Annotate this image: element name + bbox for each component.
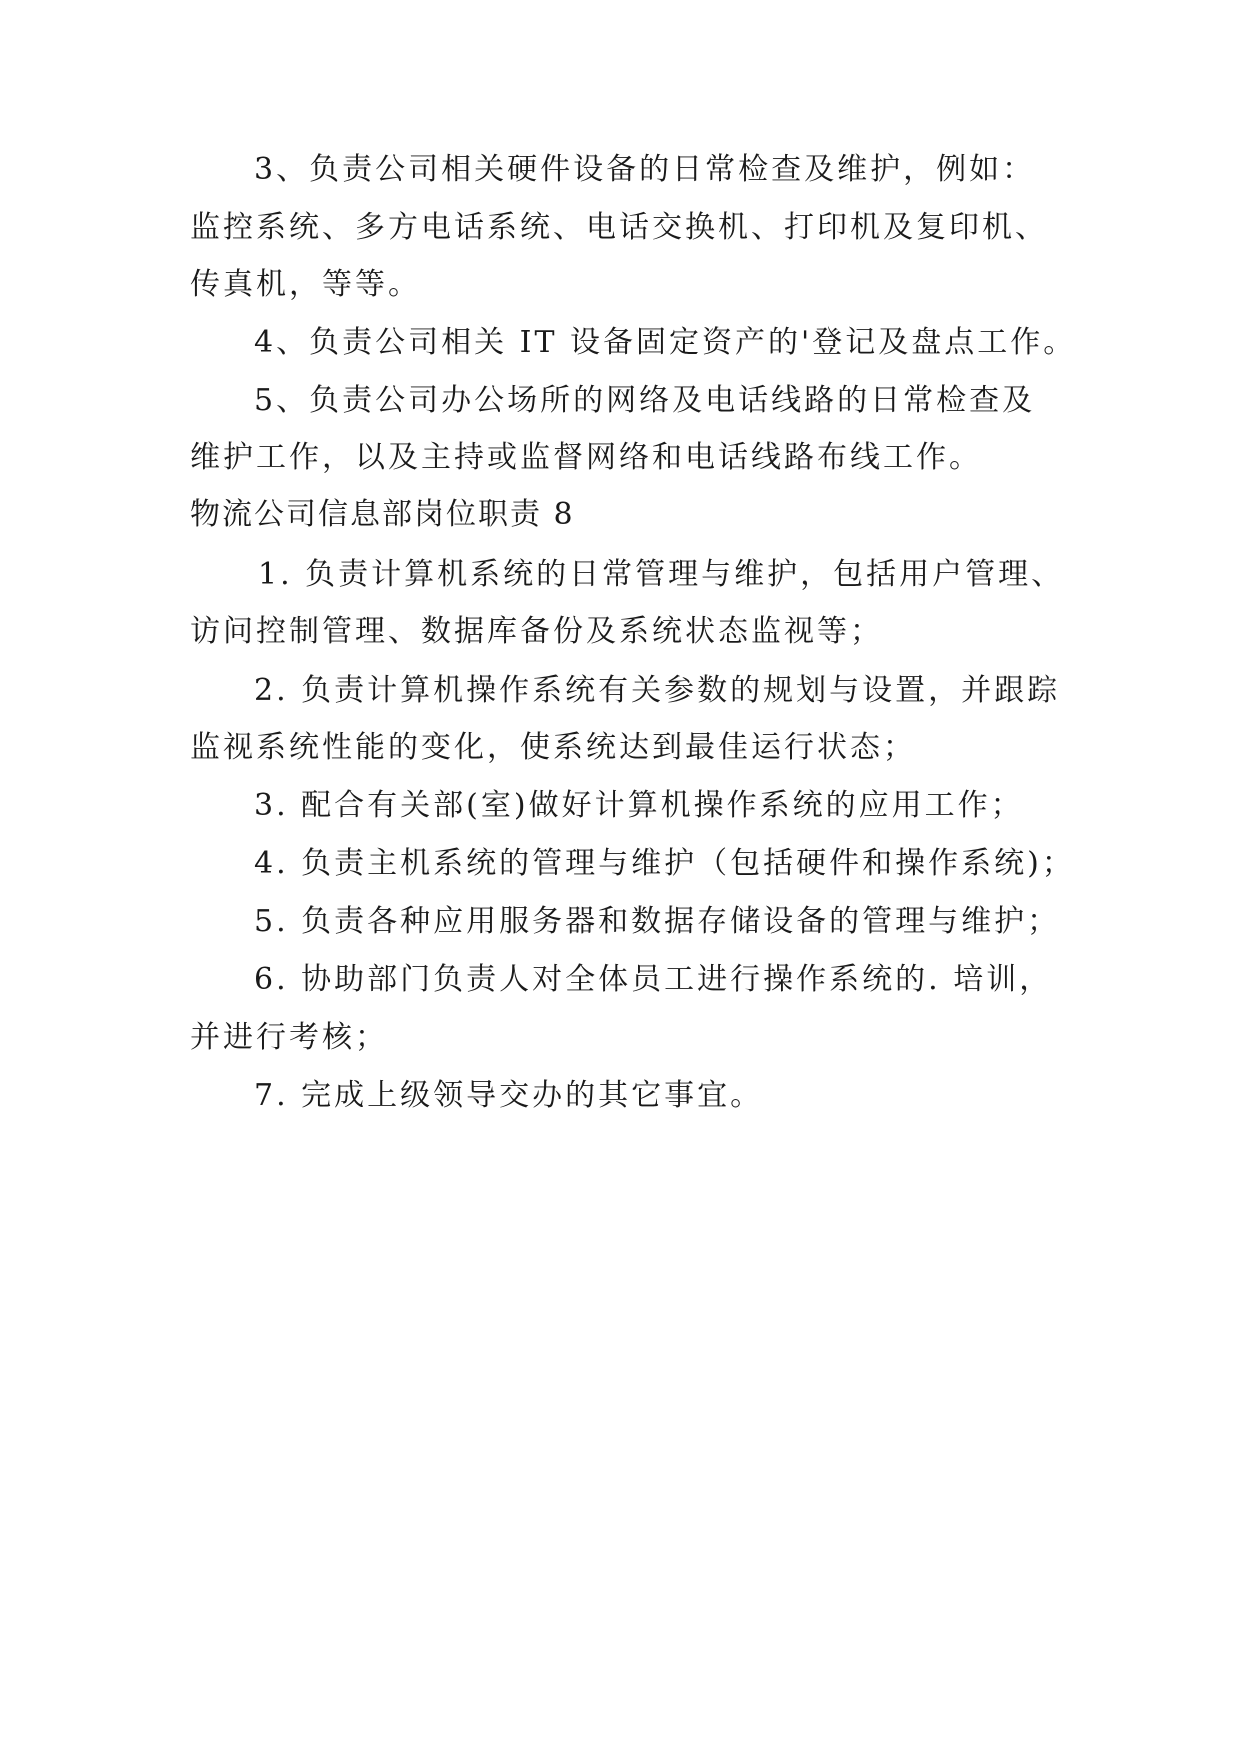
paragraph-line: 维护工作，以及主持或监督网络和电话线路布线工作。 xyxy=(190,440,982,475)
list-item-line: 6. 协助部门负责人对全体员工进行操作系统的. 培训， xyxy=(254,962,1053,997)
list-item-line: 1. 负责计算机系统的日常管理与维护，包括用户管理、 xyxy=(258,557,1065,592)
list-item-line: 4. 负责主机系统的管理与维护（包括硬件和操作系统)； xyxy=(254,846,1075,881)
list-item-line: 7. 完成上级领导交办的其它事宜。 xyxy=(254,1078,764,1113)
list-item-line: 监视系统性能的变化，使系统达到最佳运行状态； xyxy=(190,730,916,765)
paragraph-line: 5、负责公司办公场所的网络及电话线路的日常检查及 xyxy=(254,383,1036,418)
list-item-line: 2. 负责计算机操作系统有关参数的规划与设置，并跟踪 xyxy=(254,673,1061,708)
list-item-line: 5. 负责各种应用服务器和数据存储设备的管理与维护； xyxy=(254,904,1061,939)
paragraph-line: 4、负责公司相关 IT 设备固定资产的'登记及盘点工作。 xyxy=(254,325,1077,360)
list-item-line: 并进行考核； xyxy=(190,1020,388,1055)
paragraph-line: 3、负责公司相关硬件设备的日常检查及维护，例如： xyxy=(254,152,1036,187)
list-item-line: 访问控制管理、数据库备份及系统状态监视等； xyxy=(190,614,883,649)
paragraph-line: 监控系统、多方电话系统、电话交换机、打印机及复印机、 xyxy=(190,210,1048,245)
paragraph-line: 传真机，等等。 xyxy=(190,267,421,302)
section-heading: 物流公司信息部岗位职责 8 xyxy=(190,497,575,532)
list-item-line: 3. 配合有关部(室)做好计算机操作系统的应用工作； xyxy=(254,788,1024,823)
